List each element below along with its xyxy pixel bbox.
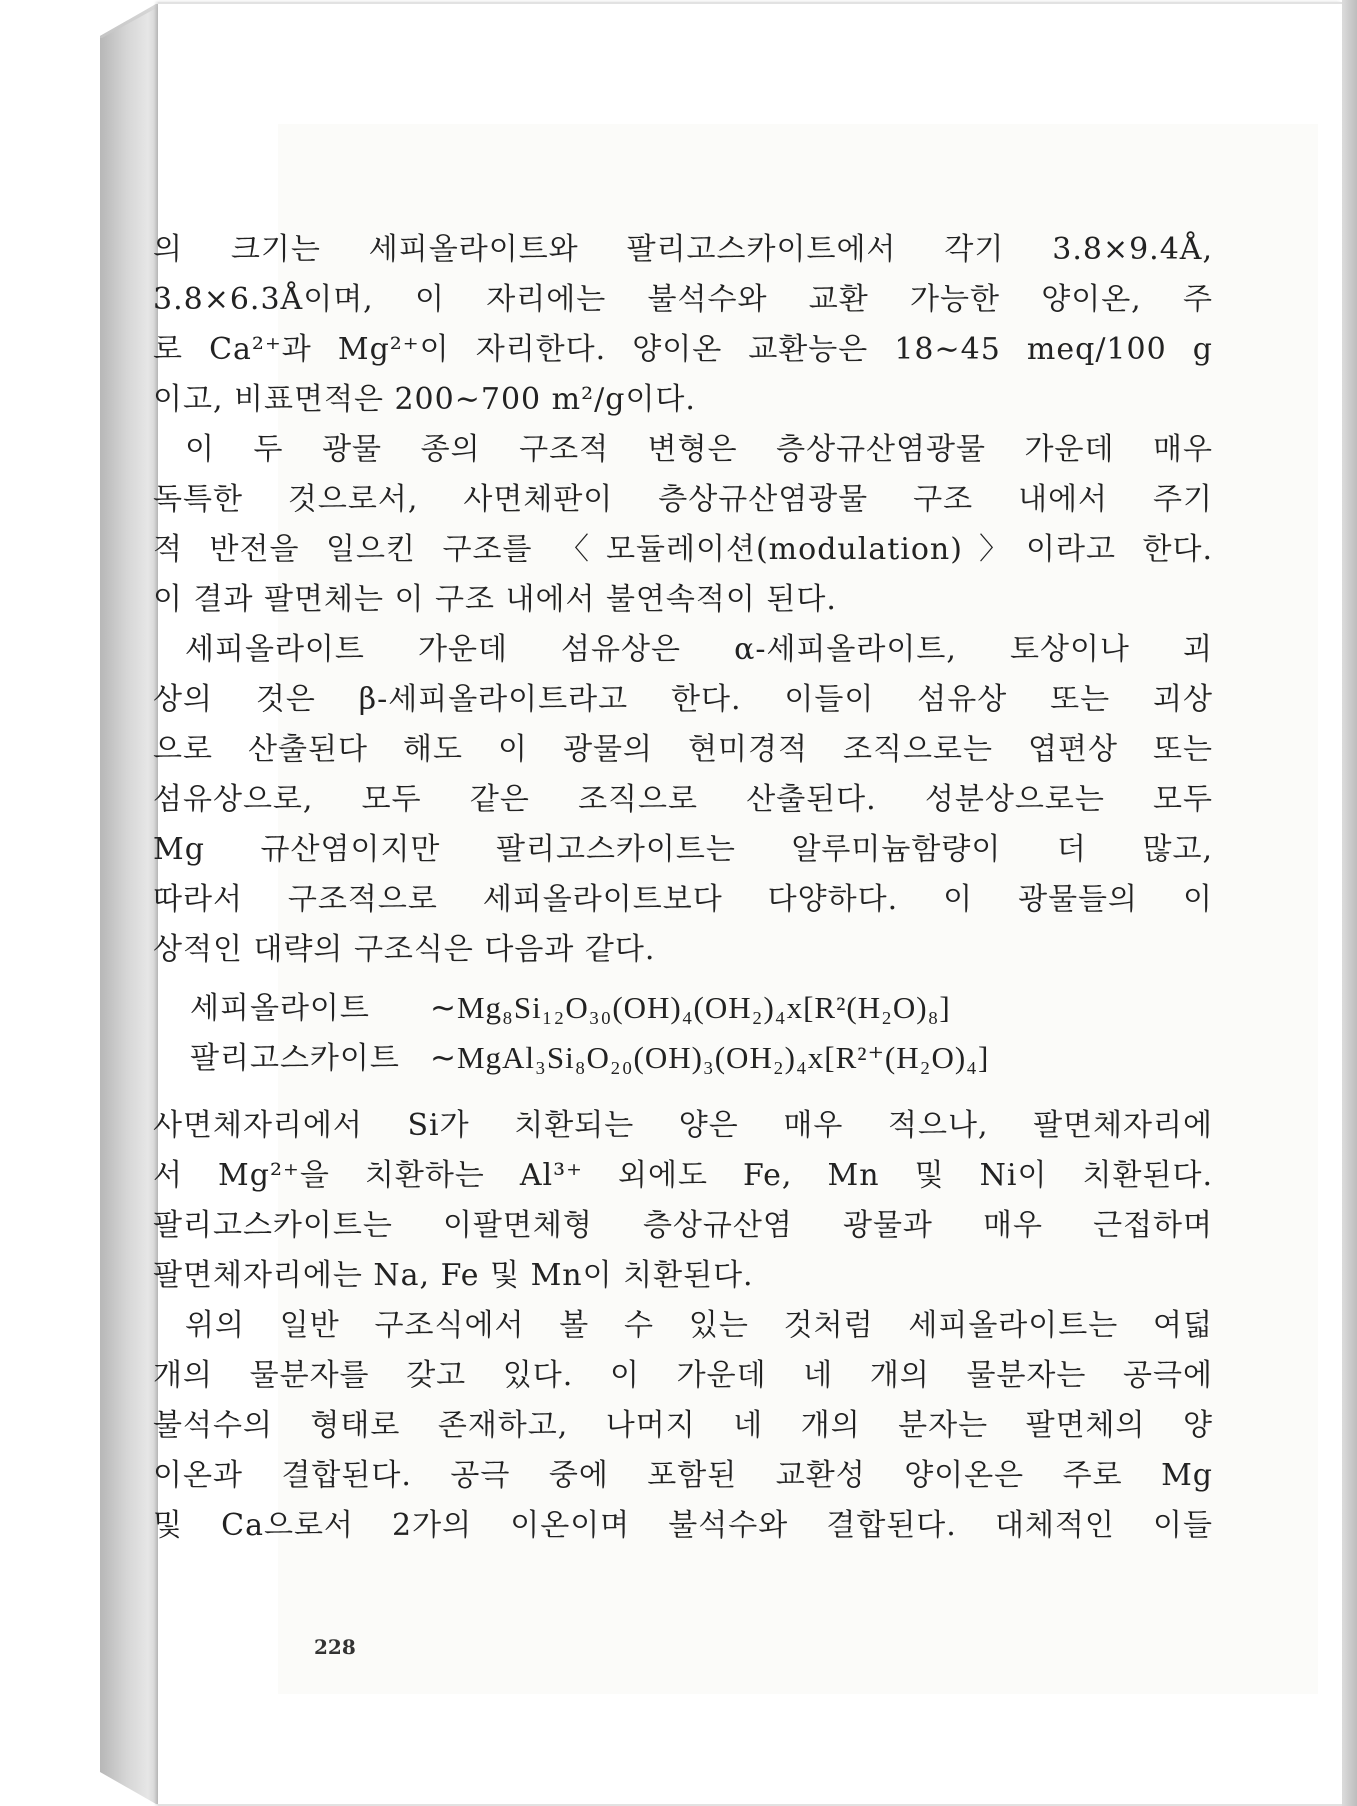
text-line: 독특한 것으로서, 사면체판이 층상규산염광물 구조 내에서 주기	[153, 482, 1213, 517]
text-line: 사면체자리에서 Si가 치환되는 양은 매우 적으나, 팔면체자리에	[153, 1108, 1213, 1143]
text-line: 위의 일반 구조식에서 볼 수 있는 것처럼 세피올라이트는 여덟	[185, 1308, 1213, 1343]
text-line: 상적인 대략의 구조식은 다음과 같다.	[153, 932, 656, 967]
page-body	[153, 225, 1213, 1551]
text-line: Mg 규산염이지만 팔리고스카이트는 알루미늄함량이 더 많고,	[153, 832, 1213, 867]
mineral-name: 팔리고스카이트	[190, 1041, 400, 1076]
text-line: 팔면체자리에는 Na, Fe 및 Mn이 치환된다.	[153, 1258, 754, 1293]
text-line: 팔리고스카이트는 이팔면체형 층상규산염 광물과 매우 근접하며	[153, 1208, 1213, 1243]
text-line: 의 크기는 세피올라이트와 팔리고스카이트에서 각기 3.8×9.4Å,	[153, 232, 1213, 267]
paragraph	[153, 425, 1213, 625]
text-line: 섬유상으로, 모두 같은 조직으로 산출된다. 성분상으로는 모두	[153, 782, 1213, 817]
text-line: 및 Ca으로서 2가의 이온이며 불석수와 결합된다. 대체적인 이들	[153, 1508, 1213, 1543]
paragraph	[153, 1301, 1213, 1551]
paragraph	[153, 225, 1213, 425]
text-line: 세피올라이트 가운데 섬유상은 α-세피올라이트, 토상이나 괴	[185, 632, 1213, 667]
book-right-edge	[1342, 0, 1357, 1806]
text-line: 따라서 구조적으로 세피올라이트보다 다양하다. 이 광물들의 이	[153, 882, 1213, 917]
text-line: 이 두 광물 종의 구조적 변형은 층상규산염광물 가운데 매우	[185, 432, 1213, 467]
paragraph	[153, 625, 1213, 975]
text-line: 3.8×6.3Å이며, 이 자리에는 불석수와 교환 가능한 양이온, 주	[153, 282, 1213, 317]
text-line: 개의 물분자를 갖고 있다. 이 가운데 네 개의 물분자는 공극에	[153, 1358, 1213, 1393]
page-number: 228	[314, 1635, 356, 1659]
paragraph	[153, 1101, 1213, 1301]
text-line: 로 Ca²⁺과 Mg²⁺이 자리한다. 양이온 교환능은 18∼45 meq/100 g	[153, 332, 1213, 367]
formula-block	[153, 983, 1213, 1083]
chemical-formula: ∼MgAl₃Si₈O₂₀(OH)₃(OH₂)₄x[R²⁺(H₂O)₄]	[430, 1040, 990, 1075]
formula-row	[153, 1033, 1213, 1083]
mineral-name: 세피올라이트	[190, 991, 370, 1026]
chemical-formula: ∼Mg₈Si₁₂O₃₀(OH)₄(OH₂)₄x[R²(H₂O)₈]	[430, 990, 951, 1025]
text-line: 이고, 비표면적은 200∼700 m²/g이다.	[153, 382, 696, 417]
text-line: 상의 것은 β-세피올라이트라고 한다. 이들이 섬유상 또는 괴상	[153, 682, 1213, 717]
text-line: 이 결과 팔면체는 이 구조 내에서 불연속적이 된다.	[153, 582, 837, 617]
formula-row	[153, 983, 1213, 1033]
book-spine	[100, 4, 160, 1804]
text-line: 으로 산출된다 해도 이 광물의 현미경적 조직으로는 엽편상 또는	[153, 732, 1213, 767]
text-line: 서 Mg²⁺을 치환하는 Al³⁺ 외에도 Fe, Mn 및 Ni이 치환된다.	[153, 1158, 1213, 1193]
text-line: 이온과 결합된다. 공극 중에 포함된 교환성 양이온은 주로 Mg	[153, 1458, 1213, 1493]
text-line: 적 반전을 일으킨 구조를 〈모듈레이션(modulation)〉이라고 한다.	[153, 532, 1213, 567]
text-line: 불석수의 형태로 존재하고, 나머지 네 개의 분자는 팔면체의 양	[153, 1408, 1213, 1443]
